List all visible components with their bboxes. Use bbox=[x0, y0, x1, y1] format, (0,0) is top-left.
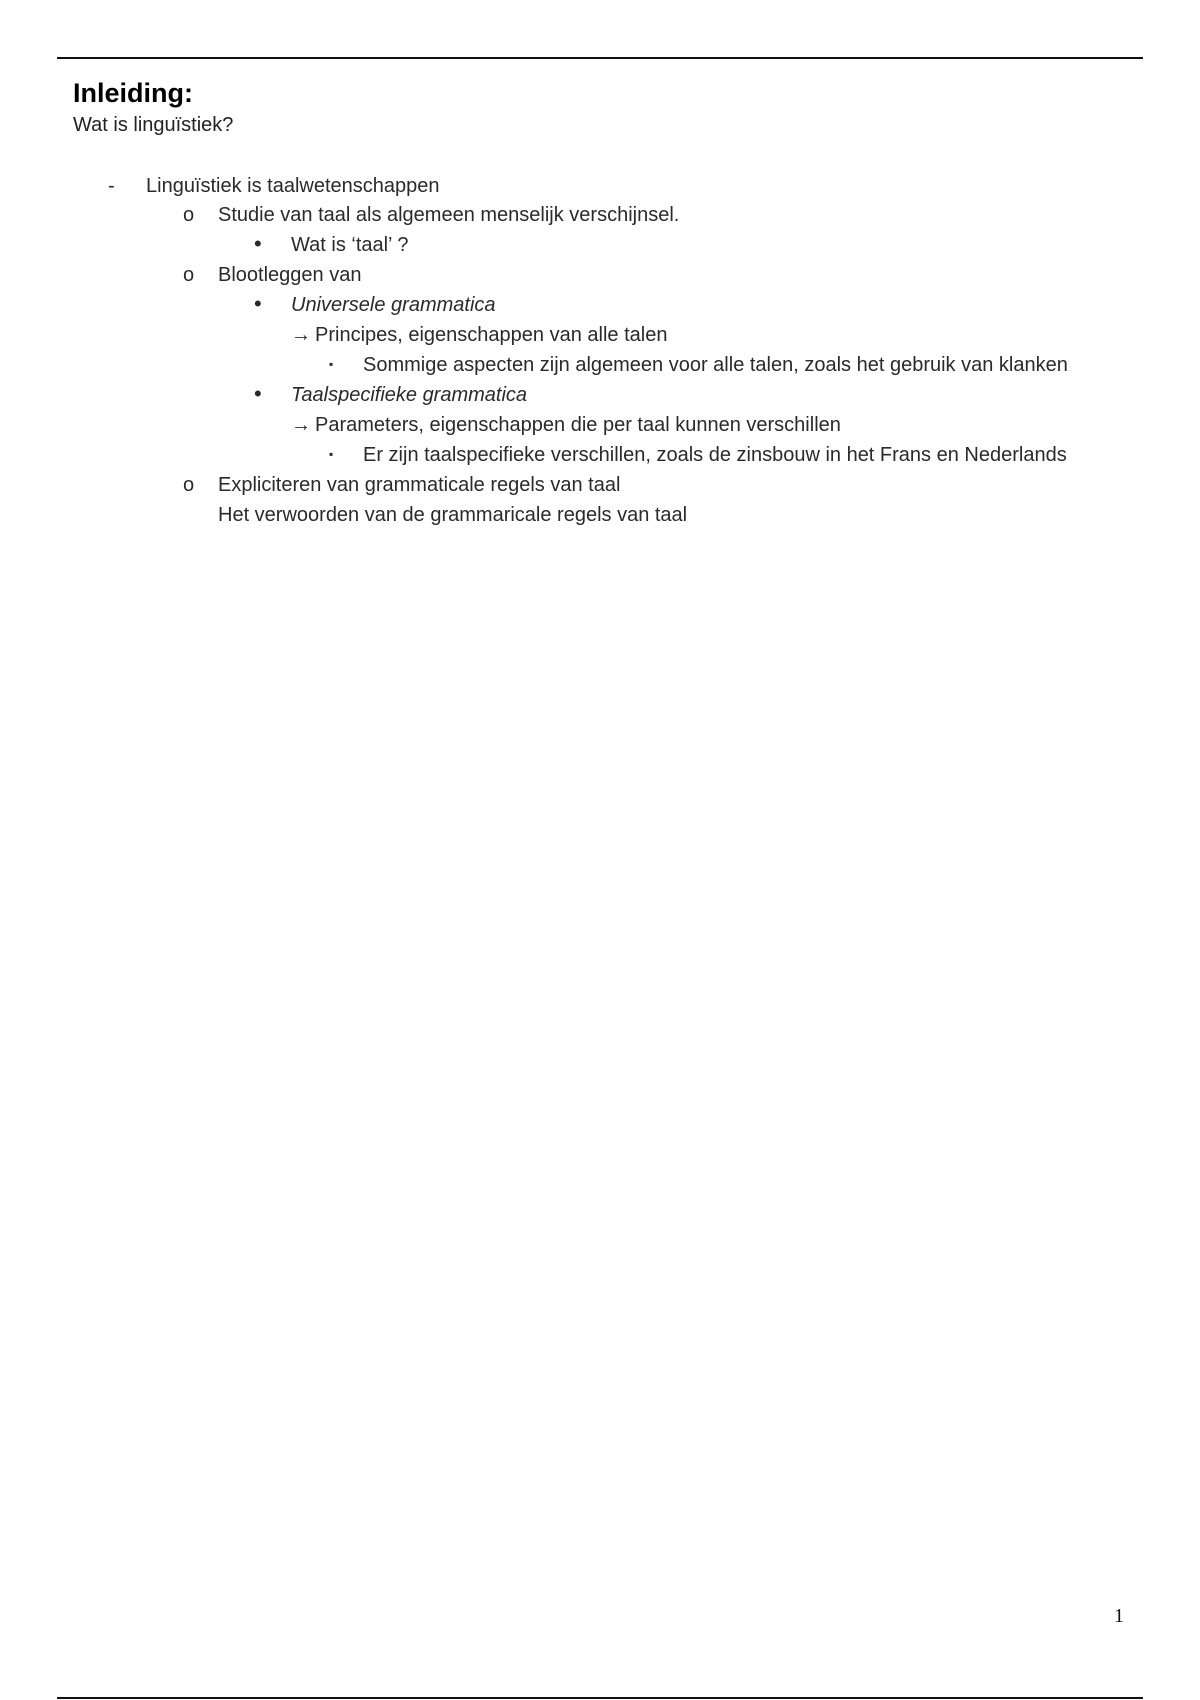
list-item: Studie van taal als algemeen menselijk verschijnsel. bbox=[218, 204, 680, 226]
list-item-continuation: Het verwoorden van de grammaricale regels van taal bbox=[218, 504, 688, 526]
arrow-line-text: Principes, eigenschappen van alle talen bbox=[315, 324, 668, 346]
page-number: 1 bbox=[1114, 1605, 1124, 1627]
circle-bullet: o bbox=[183, 204, 195, 226]
bottom-rule bbox=[57, 1697, 1143, 1699]
arrow-right-icon: → bbox=[291, 414, 311, 436]
page-heading: Inleiding: bbox=[73, 78, 193, 108]
list-item: Universele grammatica bbox=[291, 294, 496, 316]
arrow-line bbox=[291, 322, 667, 348]
top-rule bbox=[57, 57, 1143, 59]
dash-bullet: - bbox=[108, 175, 115, 197]
list-item: Linguïstiek is taalwetenschappen bbox=[146, 175, 440, 197]
circle-bullet: o bbox=[183, 264, 195, 286]
arrow-line-text: Parameters, eigenschappen die per taal kunnen verschillen bbox=[315, 414, 841, 436]
subheading: Wat is linguïstiek? bbox=[73, 114, 234, 136]
list-item: Wat is ‘taal’ ? bbox=[291, 234, 409, 256]
list-item: Er zijn taalspecifieke verschillen, zoals de zinsbouw in het Frans en Nederlands bbox=[363, 444, 1067, 466]
arrow-right-icon: → bbox=[291, 324, 311, 346]
square-bullet: ▪ bbox=[329, 447, 334, 461]
disc-bullet: • bbox=[254, 381, 262, 406]
list-item: Taalspecifieke grammatica bbox=[291, 384, 528, 406]
list-item: Blootleggen van bbox=[218, 264, 362, 286]
disc-bullet: • bbox=[254, 231, 262, 256]
square-bullet: ▪ bbox=[329, 357, 334, 371]
list-item: Sommige aspecten zijn algemeen voor alle talen, zoals het gebruik van klanken bbox=[363, 354, 1068, 376]
circle-bullet: o bbox=[183, 474, 195, 496]
disc-bullet: • bbox=[254, 291, 262, 316]
arrow-line bbox=[291, 412, 841, 438]
list-item: Expliciteren van grammaticale regels van taal bbox=[218, 474, 621, 496]
